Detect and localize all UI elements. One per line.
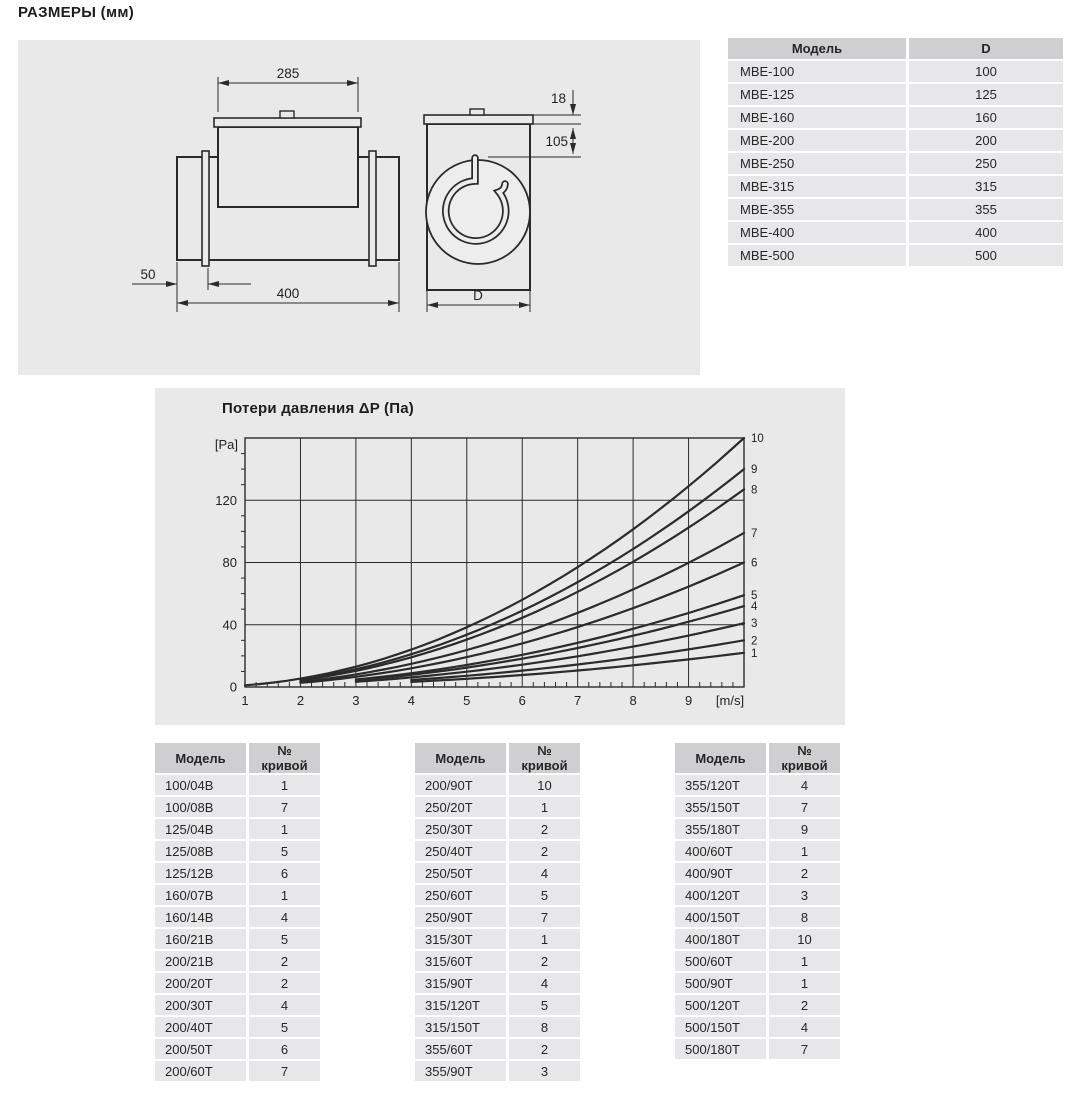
table-row [415, 973, 580, 993]
table-cell: 250/50T [415, 863, 506, 883]
table-cell: 200/30T [155, 995, 246, 1015]
table-cell: 250/40T [415, 841, 506, 861]
table-cell: 4 [246, 995, 320, 1015]
table-cell: 315/120T [415, 995, 506, 1015]
table-cell: 1 [246, 885, 320, 905]
table-cell: 1 [766, 841, 840, 861]
table-row [415, 1061, 580, 1081]
table-cell: 9 [766, 819, 840, 839]
curve-label-4: 4 [751, 601, 758, 614]
table-row [415, 1017, 580, 1037]
header-row [728, 38, 1063, 59]
table-row [415, 863, 580, 883]
table-cell: 2 [506, 819, 580, 839]
table-cell: 8 [506, 1017, 580, 1037]
table-cell: 5 [506, 885, 580, 905]
table-cell: 400/150T [675, 907, 766, 927]
table-row [415, 775, 580, 795]
table-row [675, 1039, 840, 1059]
page-title: РАЗМЕРЫ (мм) [18, 4, 135, 21]
table-cell: 2 [506, 951, 580, 971]
table-row [675, 775, 840, 795]
curve-4 [356, 606, 744, 680]
x-tick-label: 5 [463, 693, 471, 708]
table-cell: 315/90T [415, 973, 506, 993]
table-cell: 8 [766, 907, 840, 927]
dim-diameter: D [473, 288, 483, 303]
table-row [155, 775, 320, 795]
table-row [155, 973, 320, 993]
table-cell: 2 [766, 863, 840, 883]
table-cell: 5 [246, 929, 320, 949]
table-cell: 1 [766, 951, 840, 971]
header-row [675, 743, 840, 773]
column-header: Модель [415, 743, 506, 773]
table-row [415, 929, 580, 949]
table-cell: 200/20T [155, 973, 246, 993]
table-row [155, 929, 320, 949]
table-cell: 1 [506, 797, 580, 817]
table-cell: 355/120T [675, 775, 766, 795]
table-cell: 200/21B [155, 951, 246, 971]
pressure-loss-chart [155, 388, 845, 725]
table-cell: 7 [246, 797, 320, 817]
table-cell: 2 [506, 841, 580, 861]
front-view [424, 109, 533, 290]
table-cell: 100 [906, 61, 1063, 82]
table-row [415, 1039, 580, 1059]
side-view [177, 111, 399, 266]
table-row [675, 1017, 840, 1037]
table-row [728, 84, 1063, 105]
x-tick-label: 2 [296, 693, 305, 708]
y-axis-unit: [Pa] [214, 437, 238, 452]
y-tick-label: 120 [215, 492, 237, 508]
table-cell: 6 [246, 863, 320, 883]
table-cell: 160/07B [155, 885, 246, 905]
table-cell: 315/30T [415, 929, 506, 949]
table-row [728, 199, 1063, 220]
table-cell: 125/08B [155, 841, 246, 861]
table-cell: МВЕ-100 [728, 61, 906, 82]
table-cell: 10 [766, 929, 840, 949]
table-cell: 3 [766, 885, 840, 905]
curve-label-1: 1 [751, 647, 758, 660]
table-cell: МВЕ-160 [728, 107, 906, 128]
table-row [728, 107, 1063, 128]
table-cell: 7 [246, 1061, 320, 1081]
table-cell: 250/60T [415, 885, 506, 905]
curve-table-3 [675, 741, 840, 1061]
table-cell: 500/60T [675, 951, 766, 971]
table-cell: 200 [906, 130, 1063, 151]
table-row [155, 819, 320, 839]
table-row [675, 907, 840, 927]
table-cell: 250 [906, 153, 1063, 174]
table-cell: 500 [906, 245, 1063, 266]
table-cell: 5 [506, 995, 580, 1015]
x-tick-label: 9 [684, 693, 693, 708]
table-cell: 500/180T [675, 1039, 766, 1059]
dim-lid-height: 18 [550, 91, 566, 106]
column-header: D [906, 38, 1063, 59]
column-header: № кривой [766, 743, 840, 773]
curve-10 [245, 438, 744, 685]
dim-top-width: 285 [276, 66, 300, 81]
table-row [675, 797, 840, 817]
dim-inlet-offset: 50 [140, 267, 156, 282]
table-row [728, 176, 1063, 197]
table-cell: 500/120T [675, 995, 766, 1015]
table-cell: 100/08B [155, 797, 246, 817]
curve-label-5: 5 [751, 590, 758, 603]
table-cell: 200/40T [155, 1017, 246, 1037]
table-cell: МВЕ-400 [728, 222, 906, 243]
x-tick-label: 8 [629, 693, 637, 708]
table-cell: 400/90T [675, 863, 766, 883]
table-row [728, 222, 1063, 243]
table-cell: 400 [906, 222, 1063, 243]
table-cell: 160/14B [155, 907, 246, 927]
curve-label-2: 2 [751, 635, 758, 648]
table-cell: 200/60T [155, 1061, 246, 1081]
table-cell: 4 [246, 907, 320, 927]
x-tick-label: 1 [241, 693, 249, 708]
table-cell: 125/12B [155, 863, 246, 883]
table-row [728, 153, 1063, 174]
table-cell: МВЕ-250 [728, 153, 906, 174]
column-header: Модель [155, 743, 246, 773]
curve-label-8: 8 [751, 484, 758, 497]
table-row [155, 907, 320, 927]
column-header: Модель [675, 743, 766, 773]
table-row [728, 245, 1063, 266]
table-cell: 355 [906, 199, 1063, 220]
table-cell: 250/20T [415, 797, 506, 817]
column-header: № кривой [506, 743, 580, 773]
table-cell: 200/50T [155, 1039, 246, 1059]
table-row [155, 797, 320, 817]
table-cell: 2 [766, 995, 840, 1015]
pressure-loss-panel [155, 388, 845, 725]
table-cell: 500/90T [675, 973, 766, 993]
table-cell: 2 [506, 1039, 580, 1059]
table-cell: 125 [906, 84, 1063, 105]
table-row [155, 1039, 320, 1059]
table-cell: МВЕ-125 [728, 84, 906, 105]
table-cell: 315 [906, 176, 1063, 197]
table-cell: 355/90T [415, 1061, 506, 1081]
table-cell: 7 [766, 797, 840, 817]
table-row [415, 797, 580, 817]
table-cell: 315/60T [415, 951, 506, 971]
table-cell: 100/04B [155, 775, 246, 795]
x-tick-label: 6 [518, 693, 526, 708]
chart-title: Потери давления ΔP (Па) [222, 400, 414, 417]
table-row [728, 61, 1063, 82]
table-cell: 125/04B [155, 819, 246, 839]
table-cell: 4 [506, 863, 580, 883]
table-row [155, 885, 320, 905]
table-row [415, 907, 580, 927]
table-row [155, 951, 320, 971]
table-cell: 1 [246, 819, 320, 839]
dimension-drawing [18, 40, 700, 375]
table-cell: 5 [246, 841, 320, 861]
table-cell: 200/90T [415, 775, 506, 795]
table-cell: 160/21B [155, 929, 246, 949]
table-cell: 7 [766, 1039, 840, 1059]
table-row [728, 130, 1063, 151]
table-row [415, 885, 580, 905]
table-row [155, 841, 320, 861]
curve-label-6: 6 [751, 557, 758, 570]
models-diameter-table [728, 36, 1063, 268]
table-row [155, 1017, 320, 1037]
table-cell: 250/30T [415, 819, 506, 839]
x-tick-label: 4 [407, 693, 415, 708]
table-cell: 315/150T [415, 1017, 506, 1037]
table-row [675, 841, 840, 861]
table-row [675, 819, 840, 839]
table-row [155, 1061, 320, 1081]
table-cell: 7 [506, 907, 580, 927]
table-cell: МВЕ-315 [728, 176, 906, 197]
table-cell: 1 [766, 973, 840, 993]
table-cell: МВЕ-500 [728, 245, 906, 266]
table-cell: 355/180T [675, 819, 766, 839]
table-cell: 4 [766, 1017, 840, 1037]
table-row [675, 995, 840, 1015]
table-cell: 355/60T [415, 1039, 506, 1059]
table-cell: 6 [246, 1039, 320, 1059]
table-cell: МВЕ-200 [728, 130, 906, 151]
curve-table-1 [155, 741, 320, 1083]
table-row [675, 929, 840, 949]
table-row [675, 973, 840, 993]
table-cell: 2 [246, 951, 320, 971]
table-row [675, 885, 840, 905]
table-row [415, 841, 580, 861]
table-row [675, 863, 840, 883]
column-header: № кривой [246, 743, 320, 773]
header-row [155, 743, 320, 773]
table-row [415, 951, 580, 971]
x-axis-unit: [m/s] [715, 693, 745, 708]
header-row [415, 743, 580, 773]
table-cell: 400/180T [675, 929, 766, 949]
table-row [155, 863, 320, 883]
table-cell: 1 [246, 775, 320, 795]
table-cell: 4 [506, 973, 580, 993]
table-cell: 10 [506, 775, 580, 795]
x-tick-label: 7 [574, 693, 582, 708]
curve-label-7: 7 [751, 527, 758, 540]
table-cell: 250/90T [415, 907, 506, 927]
curve-label-10: 10 [751, 433, 764, 445]
table-cell: 400/120T [675, 885, 766, 905]
table-cell: 355/150T [675, 797, 766, 817]
table-cell: 400/60T [675, 841, 766, 861]
dimensions-panel [18, 40, 700, 375]
dim-total-length: 400 [276, 286, 300, 301]
curve-table-2 [415, 741, 580, 1083]
table-cell: 3 [506, 1061, 580, 1081]
y-tick-label: 40 [222, 617, 237, 633]
curve-label-3: 3 [751, 618, 758, 631]
table-cell: МВЕ-355 [728, 199, 906, 220]
table-cell: 500/150T [675, 1017, 766, 1037]
table-cell: 5 [246, 1017, 320, 1037]
column-header: Модель [728, 38, 906, 59]
table-row [415, 819, 580, 839]
x-tick-label: 3 [352, 693, 360, 708]
table-row [675, 951, 840, 971]
y-tick-label: 0 [229, 679, 237, 695]
table-row [415, 995, 580, 1015]
curve-label-9: 9 [751, 464, 758, 477]
table-row [155, 995, 320, 1015]
table-cell: 1 [506, 929, 580, 949]
dim-box-depth: 105 [545, 134, 568, 149]
table-cell: 4 [766, 775, 840, 795]
y-tick-label: 80 [222, 555, 237, 570]
table-cell: 160 [906, 107, 1063, 128]
table-cell: 2 [246, 973, 320, 993]
